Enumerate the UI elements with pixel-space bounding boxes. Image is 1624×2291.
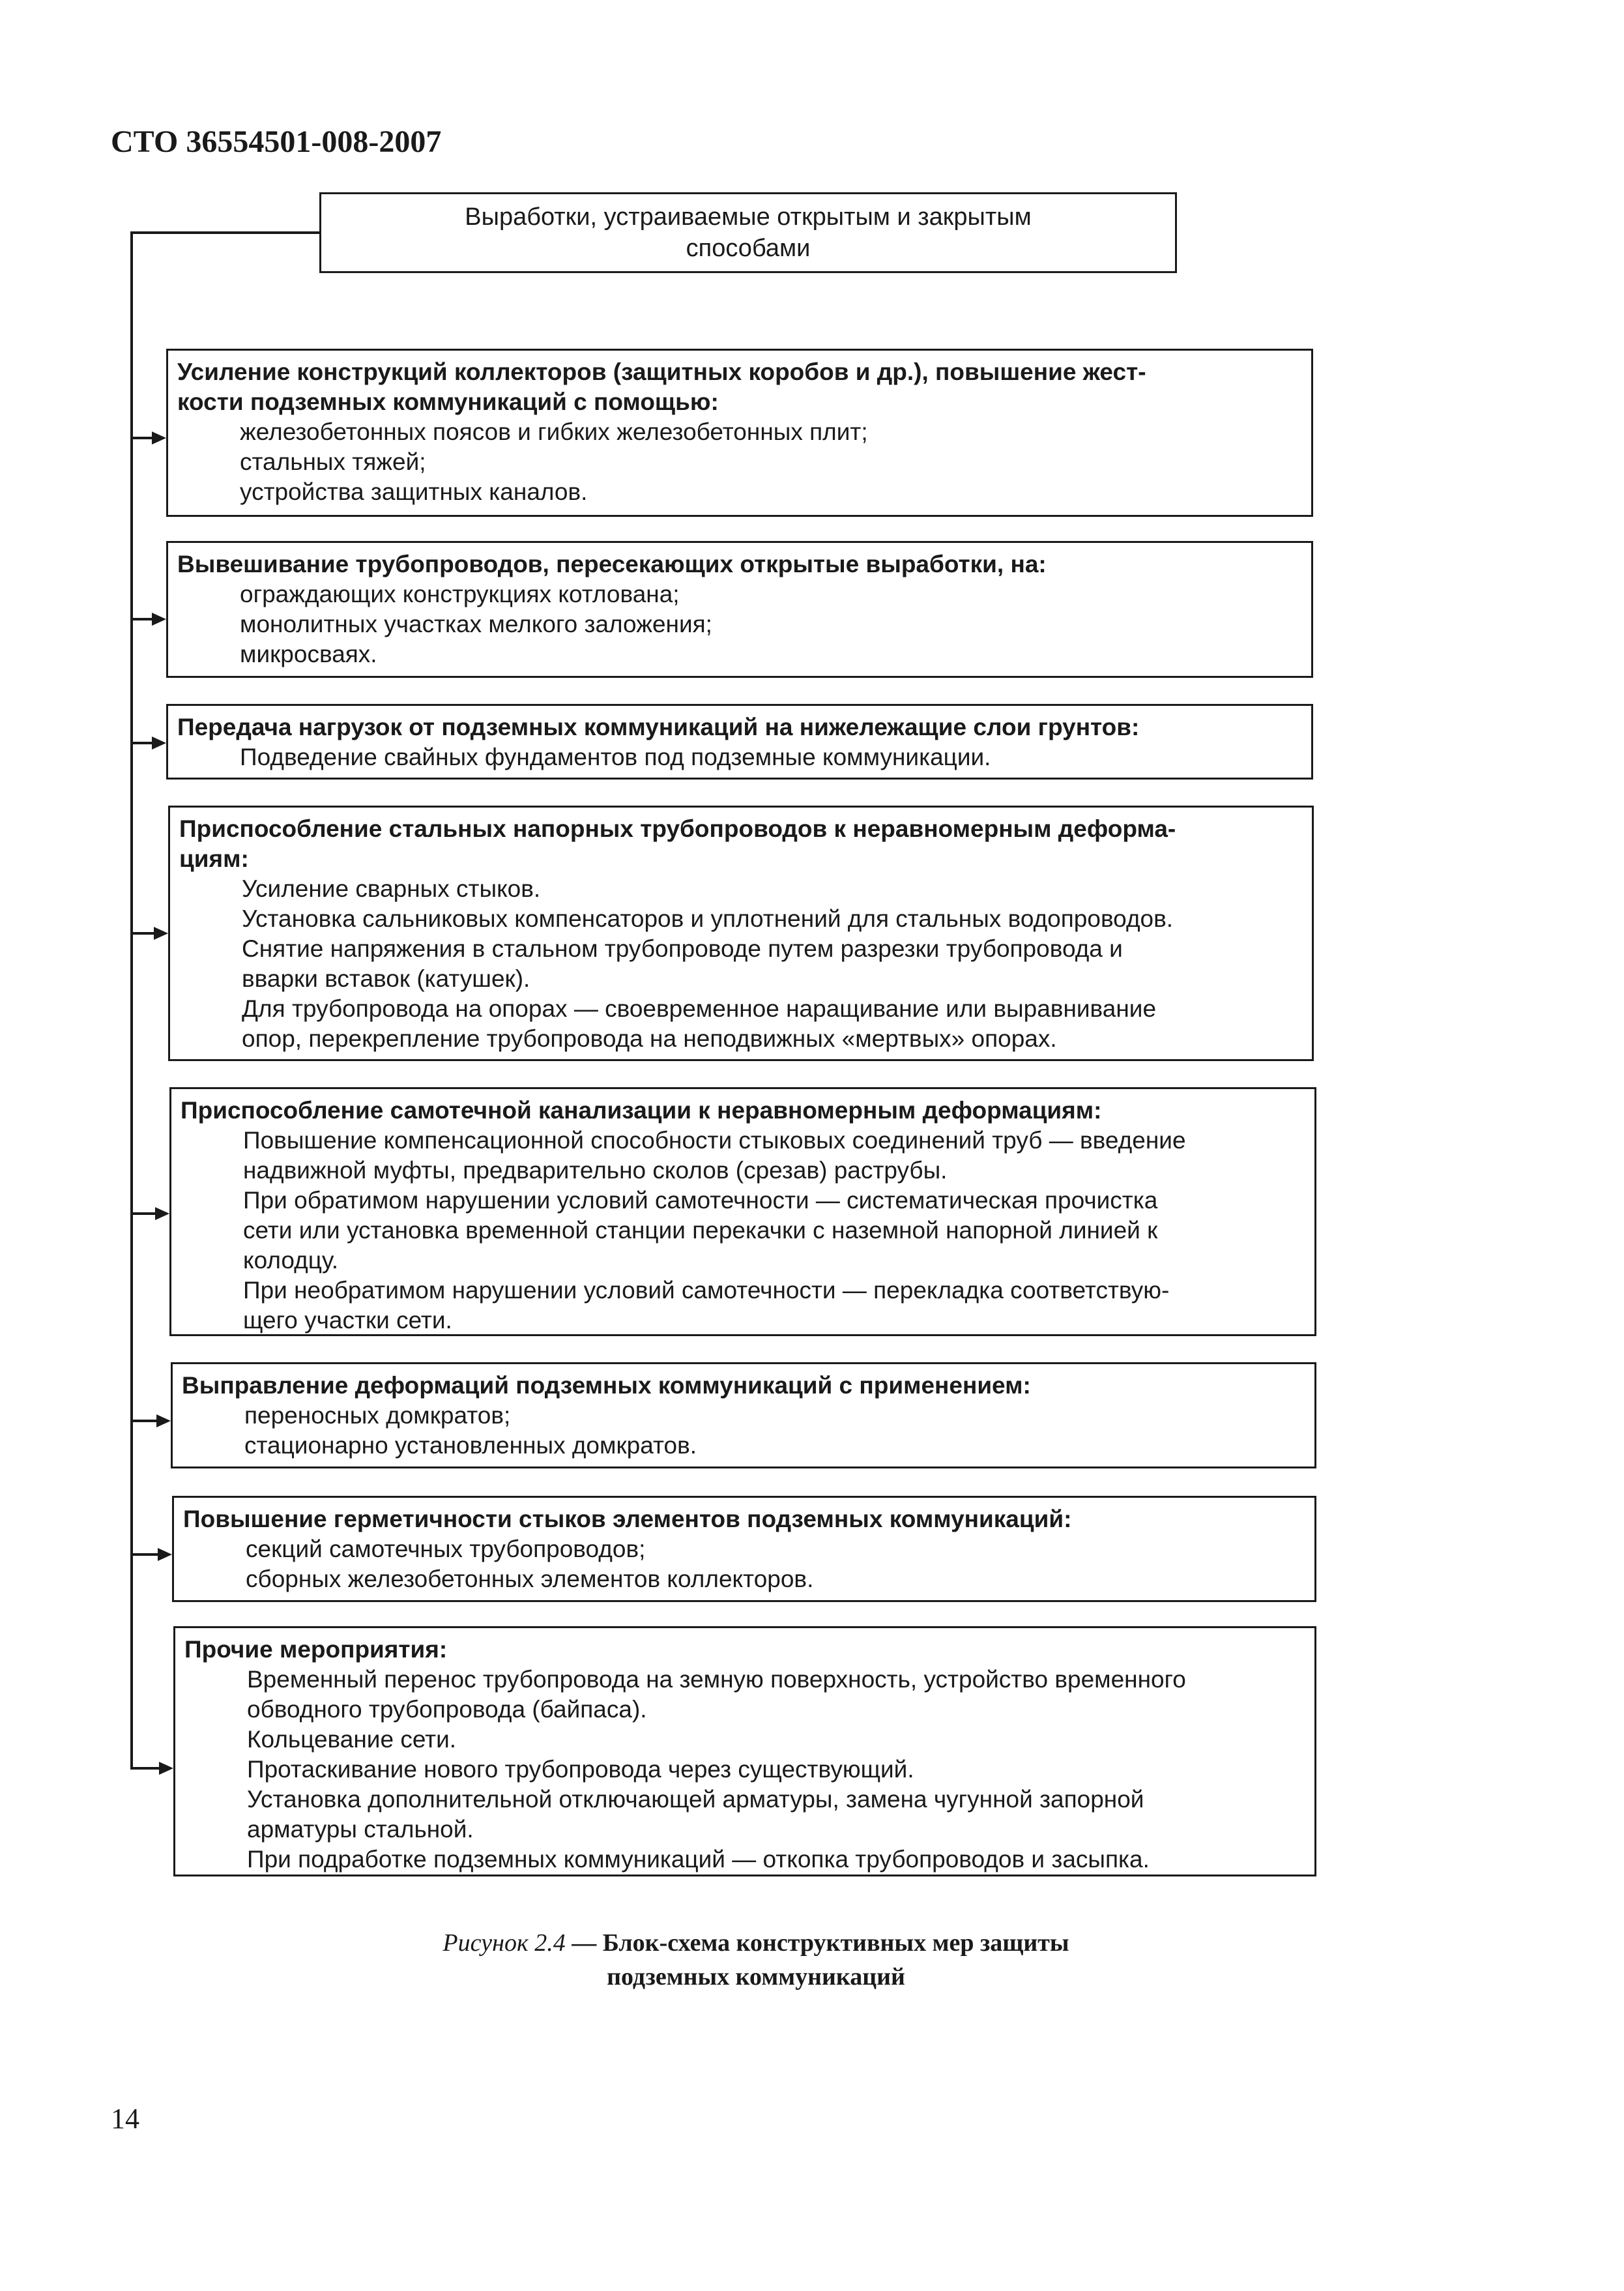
page-number: 14 — [111, 2103, 139, 2135]
measure-item: Повышение компенсационной способности стыковых соединений труб — введение надвижной муфты, предварительно сколов (срезав) раструбы. — [243, 1127, 1186, 1184]
measure-title: Прочие мероприятия: — [184, 1636, 448, 1663]
arrowhead-icon — [152, 613, 166, 626]
measure-box — [172, 1496, 1316, 1602]
measure-title: Повышение герметичности стыков элементов подземных коммуникаций: — [183, 1506, 1072, 1532]
measure-item: Протаскивание нового трубопровода через существующий. — [247, 1756, 914, 1783]
measure-title: Выправление деформаций подземных коммуникаций с применением: — [182, 1372, 1031, 1399]
top-box-line1: Выработки, устраиваемые открытым и закрытым — [465, 203, 1032, 231]
measure-item: Временный перенос трубопровода на земную поверхность, устройство временного обводного трубопровода (байпаса). — [247, 1666, 1186, 1723]
caption-dash: — — [565, 1929, 603, 1957]
measure-title: Усиление конструкций коллекторов (защитных коробов и др.), повышение жест- кости подземных коммуникаций с помощью: — [177, 358, 1146, 415]
measure-item: железобетонных поясов и гибких железобетонных плит; — [240, 418, 868, 445]
connector-branch — [130, 1553, 158, 1556]
measure-item: Для трубопровода на опорах — своевременное наращивание или выравнивание опор, перекрепление трубопровода на неподвижных «мертвых» опорах. — [242, 995, 1157, 1052]
measure-box — [168, 806, 1314, 1061]
measure-item: Снятие напряжения в стальном трубопроводе путем разрезки трубопровода и вварки вставок (катушек). — [242, 935, 1123, 992]
measure-item: ограждающих конструкциях котлована; — [240, 581, 680, 607]
measure-box — [166, 349, 1313, 517]
measure-box — [166, 704, 1313, 780]
measure-item: стационарно установленных домкратов. — [244, 1432, 697, 1459]
connector-top — [130, 231, 319, 234]
measure-box — [169, 1087, 1316, 1336]
caption-text-line1: Блок-схема конструктивных мер защиты — [602, 1929, 1069, 1957]
measure-item: микросваях. — [240, 641, 377, 667]
connector-branch — [130, 742, 152, 744]
measure-item: устройства защитных каналов. — [240, 478, 588, 505]
measure-item: Усиление сварных стыков. — [242, 875, 541, 902]
measure-item: монолитных участках мелкого заложения; — [240, 611, 712, 637]
connector-branch — [130, 1420, 156, 1422]
arrowhead-icon — [156, 1414, 171, 1427]
connector-branch — [130, 618, 152, 620]
arrowhead-icon — [155, 1207, 169, 1220]
measure-box — [171, 1362, 1316, 1468]
measure-item: Установка дополнительной отключающей арматуры, замена чугунной запорной арматуры стальной. — [247, 1786, 1144, 1843]
measure-item: При подработке подземных коммуникаций — откопка трубопроводов и засыпка. — [247, 1846, 1150, 1873]
measure-item: При обратимом нарушении условий самотечности — систематическая прочистка сети или установка временной станции перекачки с наземной напорной линией к колодцу. — [243, 1187, 1158, 1274]
measure-title: Передача нагрузок от подземных коммуникаций на нижележащие слои грунтов: — [177, 714, 1140, 740]
caption-label: Рисунок 2.4 — [442, 1929, 566, 1957]
measure-item: При необратимом нарушении условий самотечности — перекладка соответствую- щего участки сети. — [243, 1277, 1170, 1334]
measure-item: Подведение свайных фундаментов под подземные коммуникации. — [240, 744, 991, 770]
top-box-workings — [319, 192, 1177, 273]
connector-branch — [130, 1767, 159, 1770]
document-code: СТО 36554501-008-2007 — [111, 124, 442, 159]
connector-trunk — [130, 231, 133, 1770]
figure-caption — [365, 1926, 1147, 1994]
measure-item: Установка сальниковых компенсаторов и уплотнений для стальных водопроводов. — [242, 905, 1174, 932]
caption-text-line2: подземных коммуникаций — [607, 1963, 905, 1991]
measure-item: Кольцевание сети. — [247, 1726, 457, 1753]
connector-branch — [130, 932, 154, 935]
arrowhead-icon — [152, 431, 166, 445]
measure-box — [173, 1626, 1316, 1876]
arrowhead-icon — [152, 737, 166, 750]
measure-item: сборных железобетонных элементов коллекторов. — [246, 1566, 814, 1592]
measure-item: переносных домкратов; — [244, 1402, 511, 1429]
connector-branch — [130, 1212, 155, 1215]
measure-item: секций самотечных трубопроводов; — [246, 1536, 646, 1562]
measure-title: Вывешивание трубопроводов, пересекающих открытые выработки, на: — [177, 551, 1047, 577]
arrowhead-icon — [158, 1548, 172, 1561]
arrowhead-icon — [159, 1762, 173, 1775]
measure-box — [166, 541, 1313, 678]
measure-title: Приспособление стальных напорных трубопроводов к неравномерным деформа- циям: — [179, 815, 1176, 872]
top-box-line2: способами — [686, 235, 811, 262]
arrowhead-icon — [154, 927, 168, 940]
measure-title: Приспособление самотечной канализации к неравномерным деформациям: — [181, 1097, 1102, 1124]
connector-branch — [130, 437, 152, 439]
measure-item: стальных тяжей; — [240, 448, 426, 475]
